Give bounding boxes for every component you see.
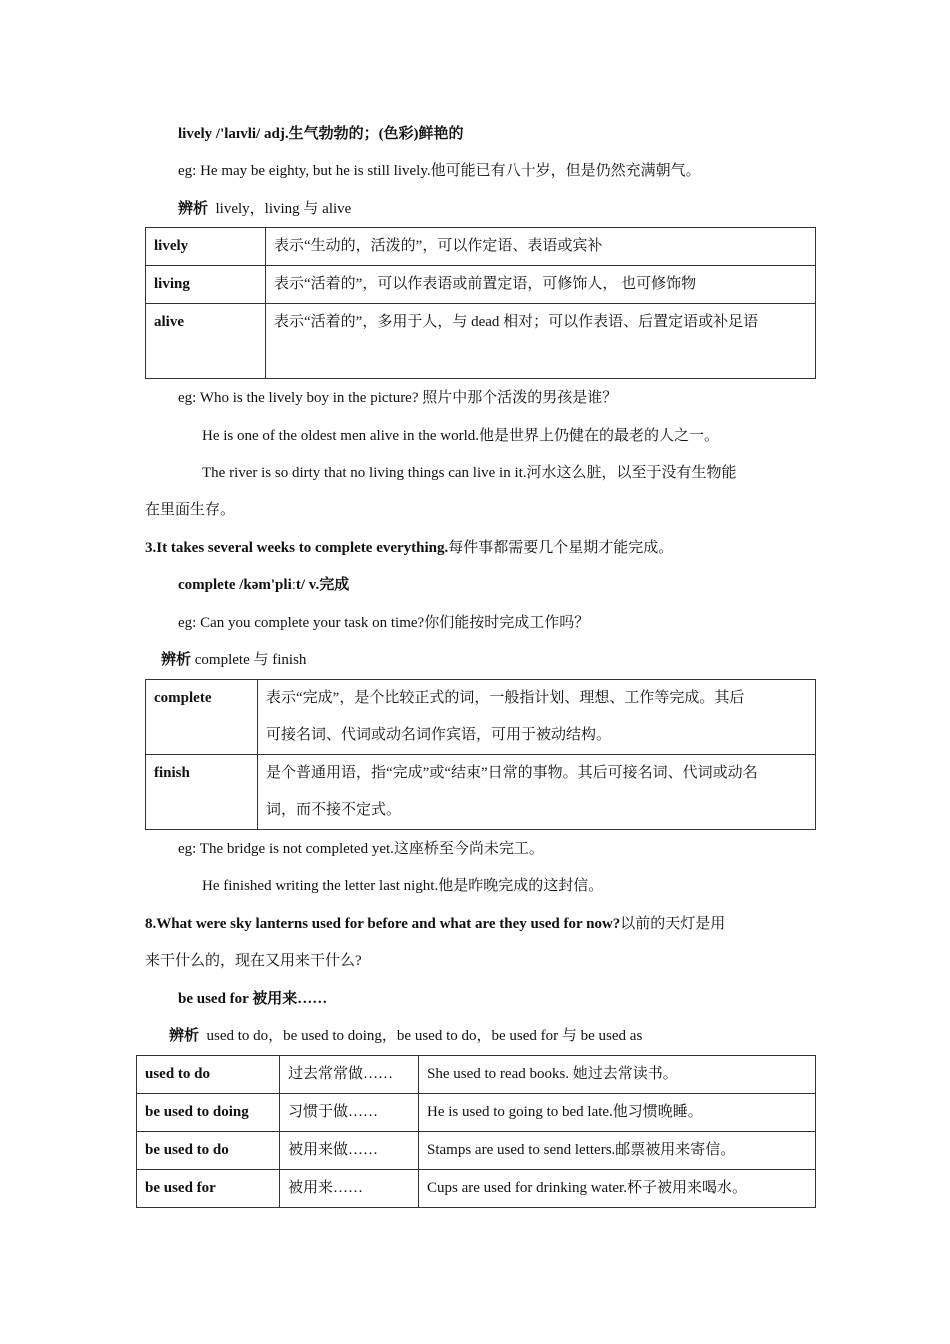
table-row [146, 228, 816, 266]
table-cell-example: Cups are used for drinking water.杯子被用来喝水。 [419, 1170, 816, 1208]
table-cell-word: alive [146, 304, 266, 379]
sentence-en: 8.What were sky lanterns used for before and what are they used for now? [145, 916, 621, 932]
complete-eg2: He finished writing the letter last night.他是昨晚完成的这封信。 [202, 878, 604, 894]
complete-sentence [145, 538, 673, 558]
table-cell-example: Stamps are used to send letters.邮票被用来寄信。 [419, 1132, 816, 1170]
used-sentence-cont: 来干什么的，现在又用来干什么? [145, 953, 362, 969]
table-cell-word: living [146, 266, 266, 304]
compare-label: 辨析 [178, 201, 209, 217]
table-cell-phrase: used to do [137, 1056, 280, 1094]
lively-table [145, 227, 816, 379]
table-row [146, 266, 816, 304]
complete-example: eg: Can you complete your task on time?你们能按时完成工作吗？ [178, 615, 590, 631]
complete-heading: complete /kəm'pliːt/ v.完成 [178, 577, 350, 593]
table-cell-meaning: 过去常常做…… [280, 1056, 419, 1094]
table-row [137, 1132, 816, 1170]
lively-example: eg: He may be eighty, but he is still lively.他可能已有八十岁，但是仍然充满朝气。 [178, 163, 701, 179]
table-cell-desc [258, 755, 816, 830]
table-row [137, 1170, 816, 1208]
used-table [136, 1055, 816, 1208]
table-cell-desc: 表示“生动的，活泼的”，可以作定语、表语或宾补 [266, 228, 816, 266]
table-cell-word: complete [146, 680, 258, 755]
sentence-en: 3.It takes several weeks to complete everything. [145, 540, 449, 556]
lively-eg3b: 在里面生存。 [145, 502, 236, 518]
table-cell-phrase: be used to do [137, 1132, 280, 1170]
desc-line: 表示“完成”，是个比较正式的词，一般指计划、理想、工作等完成。其后 [266, 690, 745, 706]
table-cell-desc: 表示“活着的”，可以作表语或前置定语，可修饰人， 也可修饰物 [266, 266, 816, 304]
complete-table [145, 679, 816, 830]
lively-heading: lively /'laɪvli/ adj.生气勃勃的；(色彩)鲜艳的 [178, 126, 464, 142]
compare-title: complete 与 finish [194, 652, 307, 668]
table-cell-phrase: be used for [137, 1170, 280, 1208]
used-heading: be used for 被用来…… [178, 991, 328, 1007]
table-cell-meaning: 习惯于做…… [280, 1094, 419, 1132]
desc-line: 是个普通用语，指“完成”或“结束”日常的事物。其后可接名词、代词或动名 [266, 765, 758, 781]
table-row [146, 304, 816, 379]
table-cell-word: lively [146, 228, 266, 266]
complete-compare [161, 650, 306, 670]
used-sentence [145, 914, 725, 934]
table-cell-meaning: 被用来做…… [280, 1132, 419, 1170]
sentence-zh: 每件事都需要几个星期才能完成。 [448, 540, 674, 556]
lively-eg2: He is one of the oldest men alive in the world.他是世界上仍健在的最老的人之一。 [202, 428, 720, 444]
lively-eg3a: The river is so dirty that no living things can live in it.河水这么脏，以至于没有生物能 [202, 465, 737, 481]
compare-label: 辨析 [169, 1028, 200, 1044]
used-compare [169, 1026, 642, 1046]
sentence-zh: 以前的天灯是用 [620, 916, 726, 932]
table-row [146, 680, 816, 755]
compare-label: 辨析 [161, 652, 192, 668]
table-cell-meaning: 被用来…… [280, 1170, 419, 1208]
desc-line: 可接名词、代词或动名词作宾语，可用于被动结构。 [266, 727, 612, 743]
table-cell-example: She used to read books. 她过去常读书。 [419, 1056, 816, 1094]
table-row [137, 1056, 816, 1094]
table-cell-example: He is used to going to bed late.他习惯晚睡。 [419, 1094, 816, 1132]
table-cell-word: finish [146, 755, 258, 830]
table-row [137, 1094, 816, 1132]
table-cell-desc [258, 680, 816, 755]
table-cell-desc: 表示“活着的”，多用于人，与 dead 相对；可以作表语、后置定语或补足语 [266, 304, 816, 379]
complete-eg1: eg: The bridge is not completed yet.这座桥至今尚未完工。 [178, 841, 544, 857]
table-row [146, 755, 816, 830]
lively-eg1: eg: Who is the lively boy in the picture? 照片中那个活泼的男孩是谁？ [178, 390, 618, 406]
desc-line: 词，而不接不定式。 [266, 802, 402, 818]
lively-compare [178, 199, 351, 219]
table-cell-phrase: be used to doing [137, 1094, 280, 1132]
compare-title: lively，living 与 alive [215, 201, 352, 217]
compare-title: used to do，be used to doing，be used to do，be used for 与 be used as [206, 1028, 643, 1044]
